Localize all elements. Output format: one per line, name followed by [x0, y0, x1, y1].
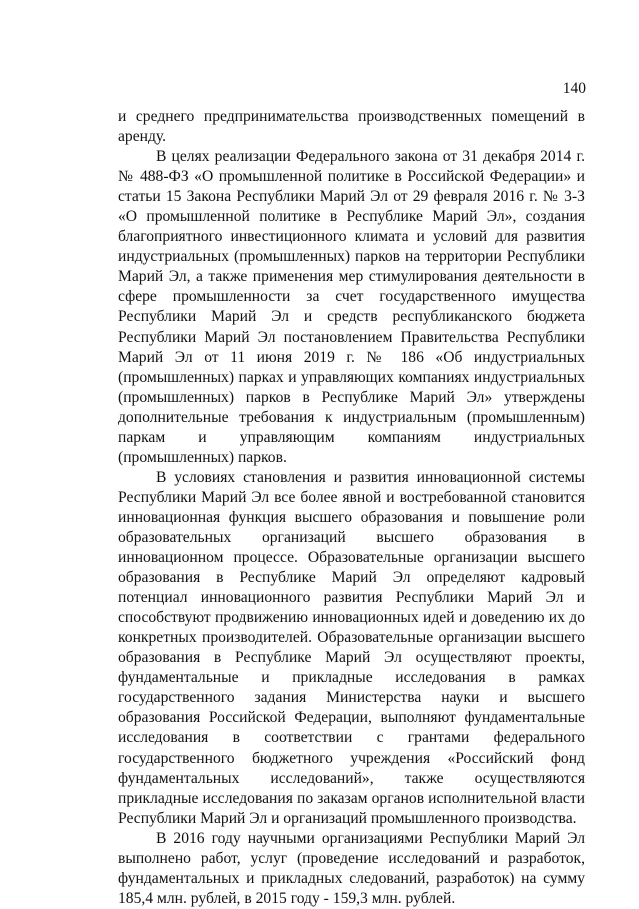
page-number: 140	[562, 80, 586, 97]
paragraph-higher-education: В условиях становления и развития инновационной системы Республики Марий Эл все более явной и востребованной становится инновационная функция высшего образования и повышение роли образовательных организаций высшего образования в инновационном процессе. Образовательные организации высшего образования в Республике Марий Эл определяют кадровый потенциал инновационного развития Республики Марий Эл и способствуют продвижению инновационных идей и доведению их до конкретных производителей. Образовательные организации высшего образования в Республике Марий Эл осуществляют проекты, фундаментальные и прикладные исследования в рамках государственного задания Министерства науки и высшего образования Российской Федерации, выполняют фундаментальные исследования в соответствии с грантами федерального государственного бюджетного учреждения «Российский фонд фундаментальных исследований», также осуществляются прикладные исследования по заказам органов исполнительной власти Республики Марий Эл и организаций промышленного производства.	[118, 468, 585, 827]
paragraph-industrial-parks: В целях реализации Федерального закона от 31 декабря 2014 г. № 488-ФЗ «О промышленной политике в Российской Федерации» и статьи 15 Закона Республики Марий Эл от 29 февраля 2016 г. № 3-З «О промышленной политике в Республике Марий Эл», создания благоприятного инвестиционного климата и условий для развития индустриальных (промышленных) парков на территории Республики Марий Эл, а также применения мер стимулирования деятельности в сфере промышленности за счет государственного имущества Республики Марий Эл и средств республиканского бюджета Республики Марий Эл постановлением Правительства Республики Марий Эл от 11 июня 2019 г. № 186 «Об индустриальных (промышленных) парках и управляющих компаниях индустриальных (промышленных) парков в Республике Марий Эл» утверждены дополнительные требования к индустриальным (промышленным) паркам и управляющим компаниям индустриальных (промышленных) парков.	[118, 148, 585, 466]
document-body	[118, 107, 585, 909]
paragraph-research-volume: В 2016 году научными организациями Республики Марий Эл выполнено работ, услуг (проведение исследований и разработок, фундаментальных и прикладных следований, разработок) на сумму 185,4 млн. рублей, в 2015 году - 159,3 млн. рублей.	[118, 829, 585, 907]
paragraph-continuation: и среднего предпринимательства производственных помещений в аренду.	[118, 108, 585, 146]
